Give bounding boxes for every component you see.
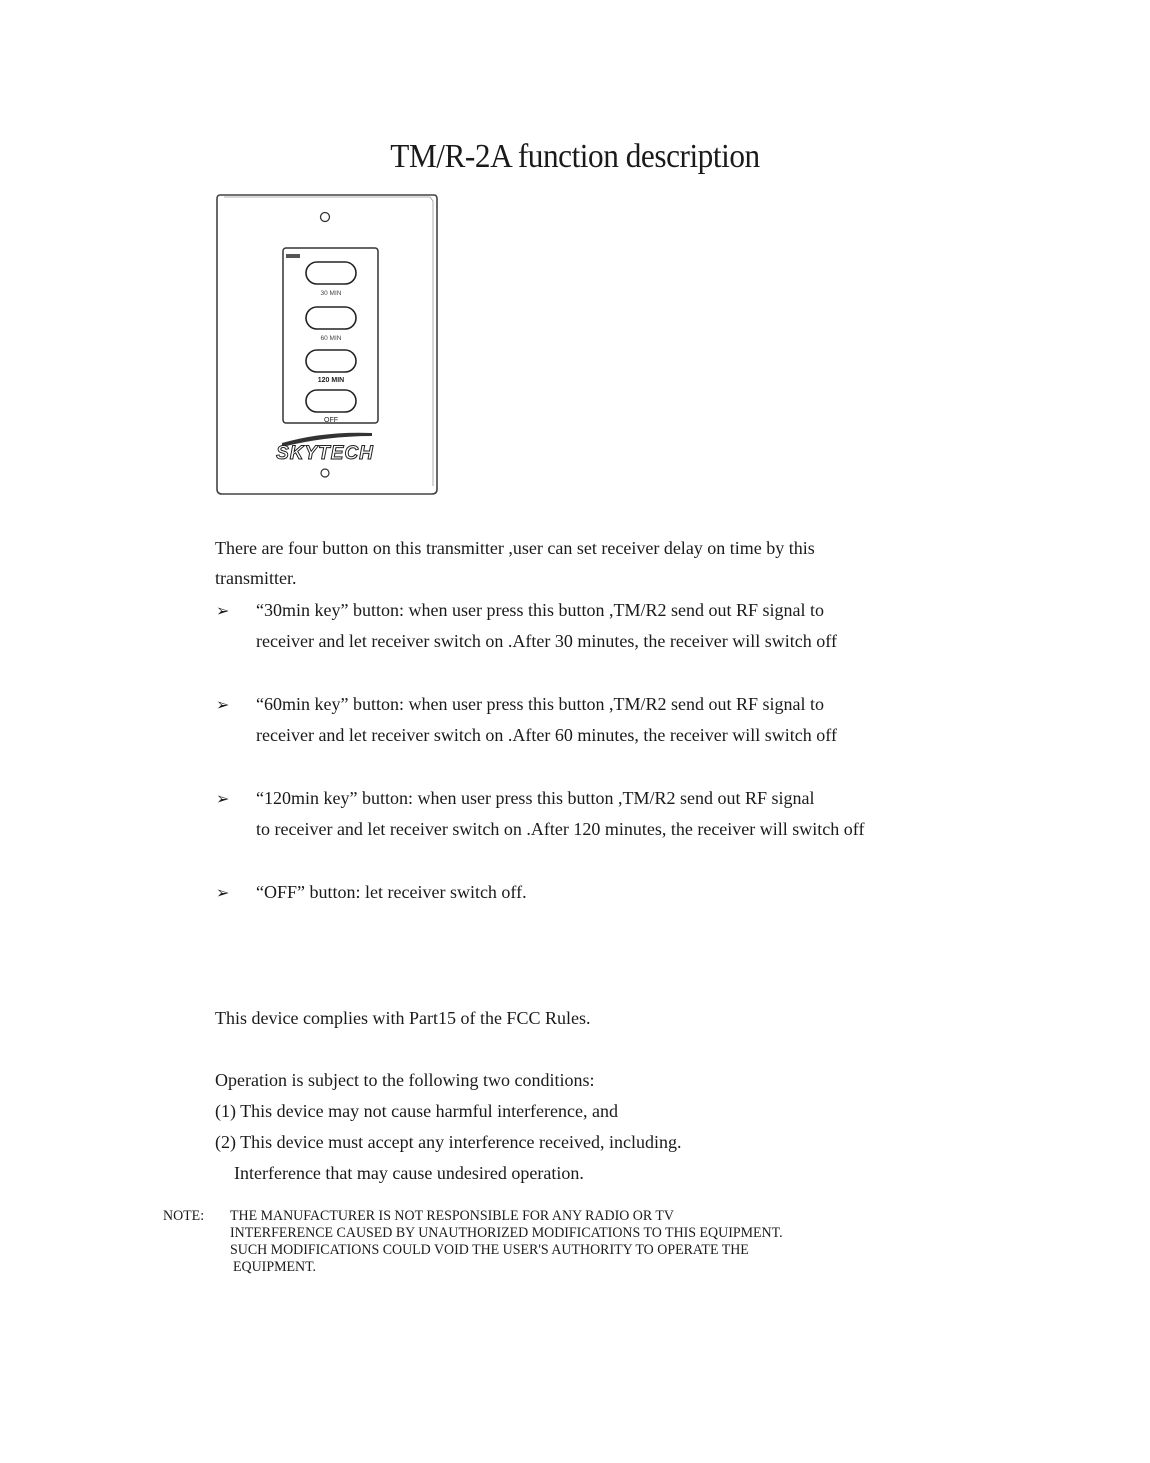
transmitter-illustration [214,191,440,497]
note-line-2: INTERFERENCE CAUSED BY UNAUTHORIZED MODIFICATIONS TO THIS EQUIPMENT. [230,1225,783,1241]
bullet-60min-line-1: “60min key” button: when user press this button ,TM/R2 send out RF signal to [256,694,824,714]
note-line-1: THE MANUFACTURER IS NOT RESPONSIBLE FOR ANY RADIO OR TV [230,1208,675,1224]
bullet-30min-line-1: “30min key” button: when user press this button ,TM/R2 send out RF signal to [256,600,824,620]
intro-line-1: There are four button on this transmitter ,user can set receiver delay on time by this [215,538,815,558]
fcc-condition-1: (1) This device may not cause harmful interference, and [215,1101,618,1121]
btn-120-label: 120 MIN [317,377,345,384]
intro-line-2: transmitter. [215,568,297,588]
btn-off-label: OFF [324,417,338,424]
fcc-condition-2-cont: Interference that may cause undesired operation. [234,1163,584,1183]
bullet-120min-line-1: “120min key” button: when user press this button ,TM/R2 send out RF signal [256,788,815,808]
bullet-arrow-icon: ➢ [216,883,230,902]
page-title: TM/R-2A function description [390,138,760,175]
led-indicator [321,213,330,222]
fcc-condition-2: (2) This device must accept any interference received, including. [215,1132,682,1152]
brand-logo: SKYTECH [276,443,374,464]
btn-off-shape [306,390,356,412]
bullet-120min-line-2: to receiver and let receiver switch on .After 120 minutes, the receiver will switch off [256,819,865,839]
note-label: NOTE: [163,1208,205,1224]
fcc-statement: This device complies with Part15 of the FCC Rules. [215,1008,591,1028]
screw-hole [321,469,329,477]
btn-120-shape [306,350,356,372]
bullet-off-line-1: “OFF” button: let receiver switch off. [256,882,527,902]
bullet-arrow-icon: ➢ [216,789,230,808]
note-line-3: SUCH MODIFICATIONS COULD VOID THE USER'S AUTHORITY TO OPERATE THE [230,1242,749,1258]
btn-30-label: 30 MIN [320,290,342,297]
bullet-arrow-icon: ➢ [216,601,230,620]
note-line-4: EQUIPMENT. [233,1259,317,1275]
fcc-conditions-intro: Operation is subject to the following two conditions: [215,1070,595,1090]
btn-30-shape [306,262,356,284]
bullet-30min-line-2: receiver and let receiver switch on .After 30 minutes, the receiver will switch off [256,631,837,651]
btn-60-label: 60 MIN [320,335,342,342]
bullet-60min-line-2: receiver and let receiver switch on .After 60 minutes, the receiver will switch off [256,725,837,745]
bullet-arrow-icon: ➢ [216,695,230,714]
btn-60-shape [306,307,356,329]
